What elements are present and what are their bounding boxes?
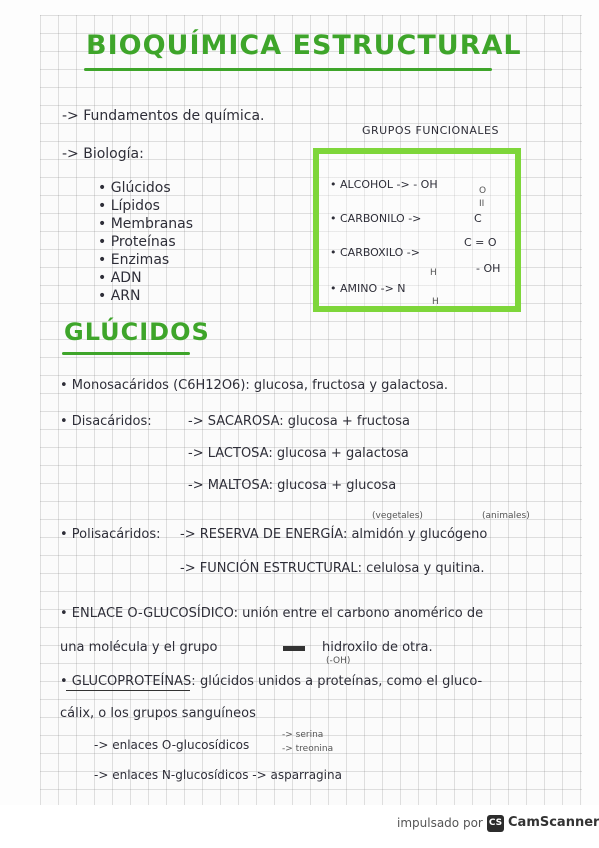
- reserva-line: -> RESERVA DE ENERGÍA: almidón y glucógeno: [180, 527, 488, 542]
- glucoproteinas-label: • GLUCOPROTEÍNAS:: [60, 674, 196, 689]
- biologia-line: -> Biología:: [62, 146, 144, 162]
- bio-item: • Glúcidos: [98, 180, 171, 196]
- carboxilo-oh: - OH: [476, 262, 501, 275]
- enlaces-n-line: -> enlaces N-glucosídicos -> asparragina: [94, 768, 342, 782]
- amino-h2: H: [432, 297, 439, 307]
- enlace-line-1: • ENLACE O-GLUCOSÍDICO: unión entre el carbono anomérico de: [60, 606, 484, 621]
- carboxilo-c-o: C = O: [464, 236, 497, 249]
- carbonilo-o: O: [479, 186, 487, 196]
- bio-item: • Proteínas: [98, 234, 176, 250]
- glucoproteinas-line-1: glúcidos unidos a proteínas, como el gluco-: [200, 674, 483, 689]
- treonina-line: -> treonina: [282, 744, 334, 754]
- enlace-line-2: una molécula y el grupo: [60, 640, 218, 655]
- grupos-heading: GRUPOS FUNCIONALES: [362, 124, 499, 137]
- bio-item: • Enzimas: [98, 252, 170, 268]
- maltosa-line: -> MALTOSA: glucosa + glucosa: [188, 478, 397, 493]
- alcohol-line: • ALCOHOL -> - OH: [330, 178, 438, 191]
- title-underline: [84, 68, 492, 71]
- bio-item: • Lípidos: [98, 198, 160, 214]
- page-title: BIOQUÍMICA ESTRUCTURAL: [86, 30, 522, 61]
- polisacaridos-label: • Polisacáridos:: [60, 527, 161, 542]
- carbonilo-c: C: [474, 212, 482, 225]
- scribble: [283, 646, 305, 651]
- bio-item: • Membranas: [98, 216, 194, 232]
- camscanner-label: CamScanner: [508, 815, 599, 830]
- bio-item: • ADN: [98, 270, 142, 286]
- carbonilo-line: • CARBONILO ->: [330, 212, 422, 225]
- lactosa-line: -> LACTOSA: glucosa + galactosa: [188, 446, 409, 461]
- carbonilo-bond: II: [479, 199, 485, 209]
- bio-item: • ARN: [98, 288, 141, 304]
- glucoproteinas-underline: [66, 690, 190, 691]
- enlace-line-2b: hidroxilo de otra.: [322, 640, 433, 655]
- serina-line: -> serina: [282, 730, 324, 740]
- camscanner-logo-icon: CS: [487, 815, 504, 832]
- glucoproteinas-line-2: cálix, o los grupos sanguíneos: [60, 706, 256, 721]
- oh-note: (-OH): [326, 656, 351, 666]
- amino-h1: H: [430, 268, 437, 278]
- animales-note: (animales): [482, 511, 530, 521]
- carboxilo-line: • CARBOXILO ->: [330, 246, 420, 259]
- glucidos-underline: [62, 352, 190, 355]
- fundamentos-line: -> Fundamentos de química.: [62, 108, 265, 124]
- enlaces-o-line: -> enlaces O-glucosídicos: [94, 738, 250, 752]
- impulsado-label: impulsado por: [397, 816, 483, 830]
- vegetales-note: (vegetales): [372, 511, 423, 521]
- glucidos-heading: GLÚCIDOS: [64, 318, 210, 346]
- monosacaridos-line: • Monosacáridos (C6H12O6): glucosa, fructosa y galactosa.: [60, 378, 449, 393]
- amino-line: • AMINO -> N: [330, 282, 406, 295]
- disacaridos-label: • Disacáridos:: [60, 414, 152, 429]
- funcion-line: -> FUNCIÓN ESTRUCTURAL: celulosa y quitina.: [180, 561, 485, 576]
- sacarosa-line: -> SACAROSA: glucosa + fructosa: [188, 414, 410, 429]
